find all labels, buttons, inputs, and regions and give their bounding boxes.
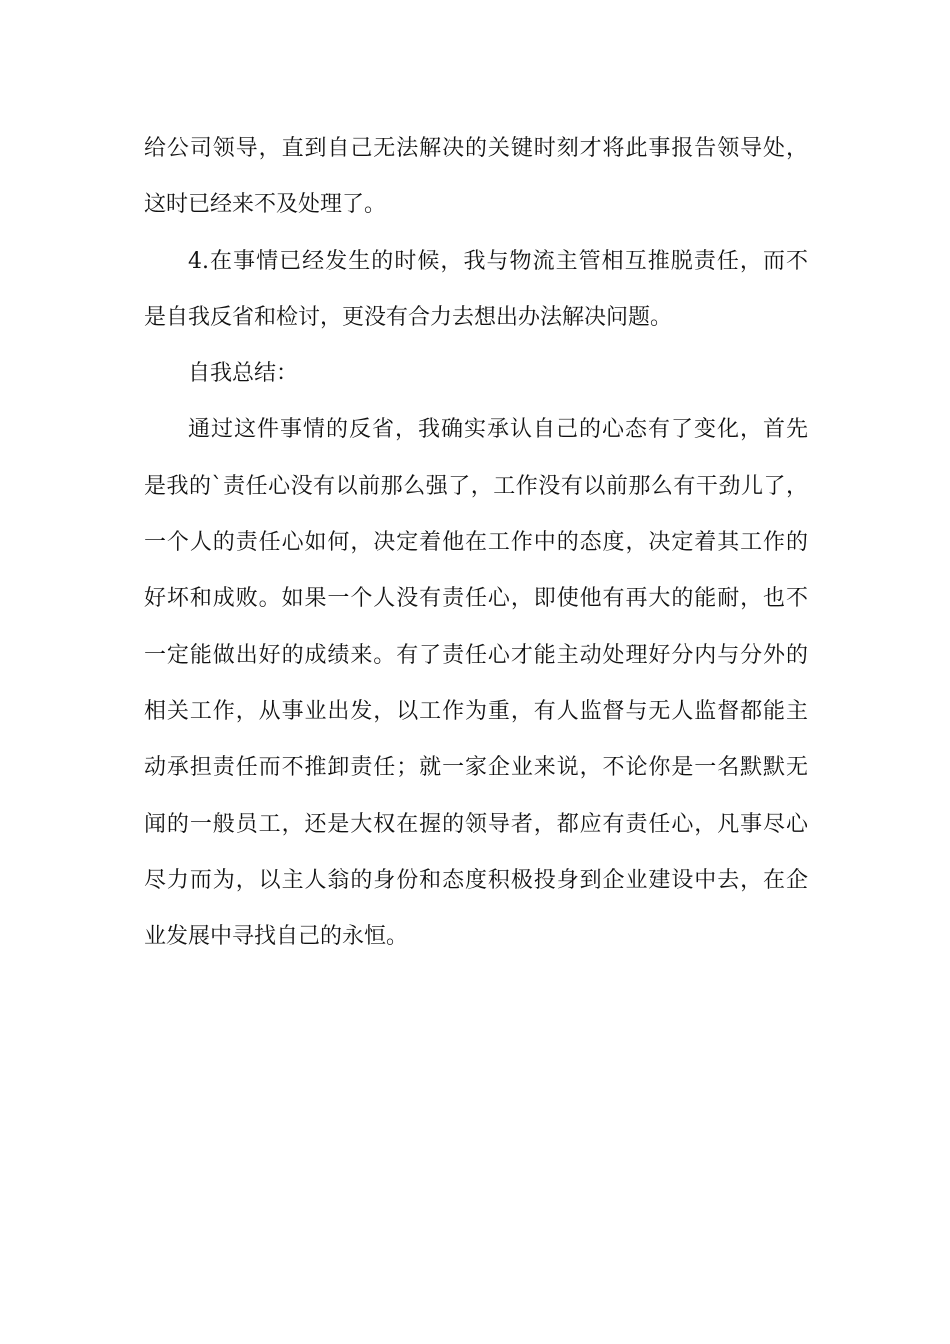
paragraph-start: 通过这件事情的反省，我确实承认自己的心态有了变化，首先 bbox=[188, 417, 808, 443]
text-line: 给公司领导，直到自己无法解决的关键时刻才将此事报告领导处， bbox=[144, 136, 808, 161]
text-line: 一定能做出好的成绩来。有了责任心才能主动处理好分内与分外的 bbox=[144, 642, 808, 668]
text-line: 是我的`责任心没有以前那么强了，工作没有以前那么有干劲儿了， bbox=[144, 473, 808, 499]
section-heading: 自我总结： bbox=[188, 361, 299, 387]
text-line: 这时已经来不及处理了。 bbox=[144, 192, 387, 218]
numbered-item-4: 4.在事情已经发生的时候，我与物流主管相互推脱责任，而不 bbox=[188, 248, 808, 274]
text-line: 相关工作，从事业出发，以工作为重，有人监督与无人监督都能主 bbox=[144, 698, 808, 724]
text-line: 动承担责任而不推卸责任；就一家企业来说，不论你是一名默默无 bbox=[144, 755, 808, 781]
text-line: 尽力而为，以主人翁的身份和态度积极投身到企业建设中去，在企 bbox=[144, 867, 808, 893]
text-line: 业发展中寻找自己的永恒。 bbox=[144, 924, 409, 950]
text-line: 是自我反省和检讨，更没有合力去想出办法解决问题。 bbox=[144, 304, 673, 330]
text-line: 好坏和成败。如果一个人没有责任心，即使他有再大的能耐，也不 bbox=[144, 586, 808, 612]
document-body bbox=[144, 121, 808, 965]
text-line: 一个人的责任心如何，决定着他在工作中的态度，决定着其工作的 bbox=[144, 530, 808, 556]
text-line: 闻的一般员工，还是大权在握的领导者，都应有责任心，凡事尽心 bbox=[144, 811, 808, 837]
